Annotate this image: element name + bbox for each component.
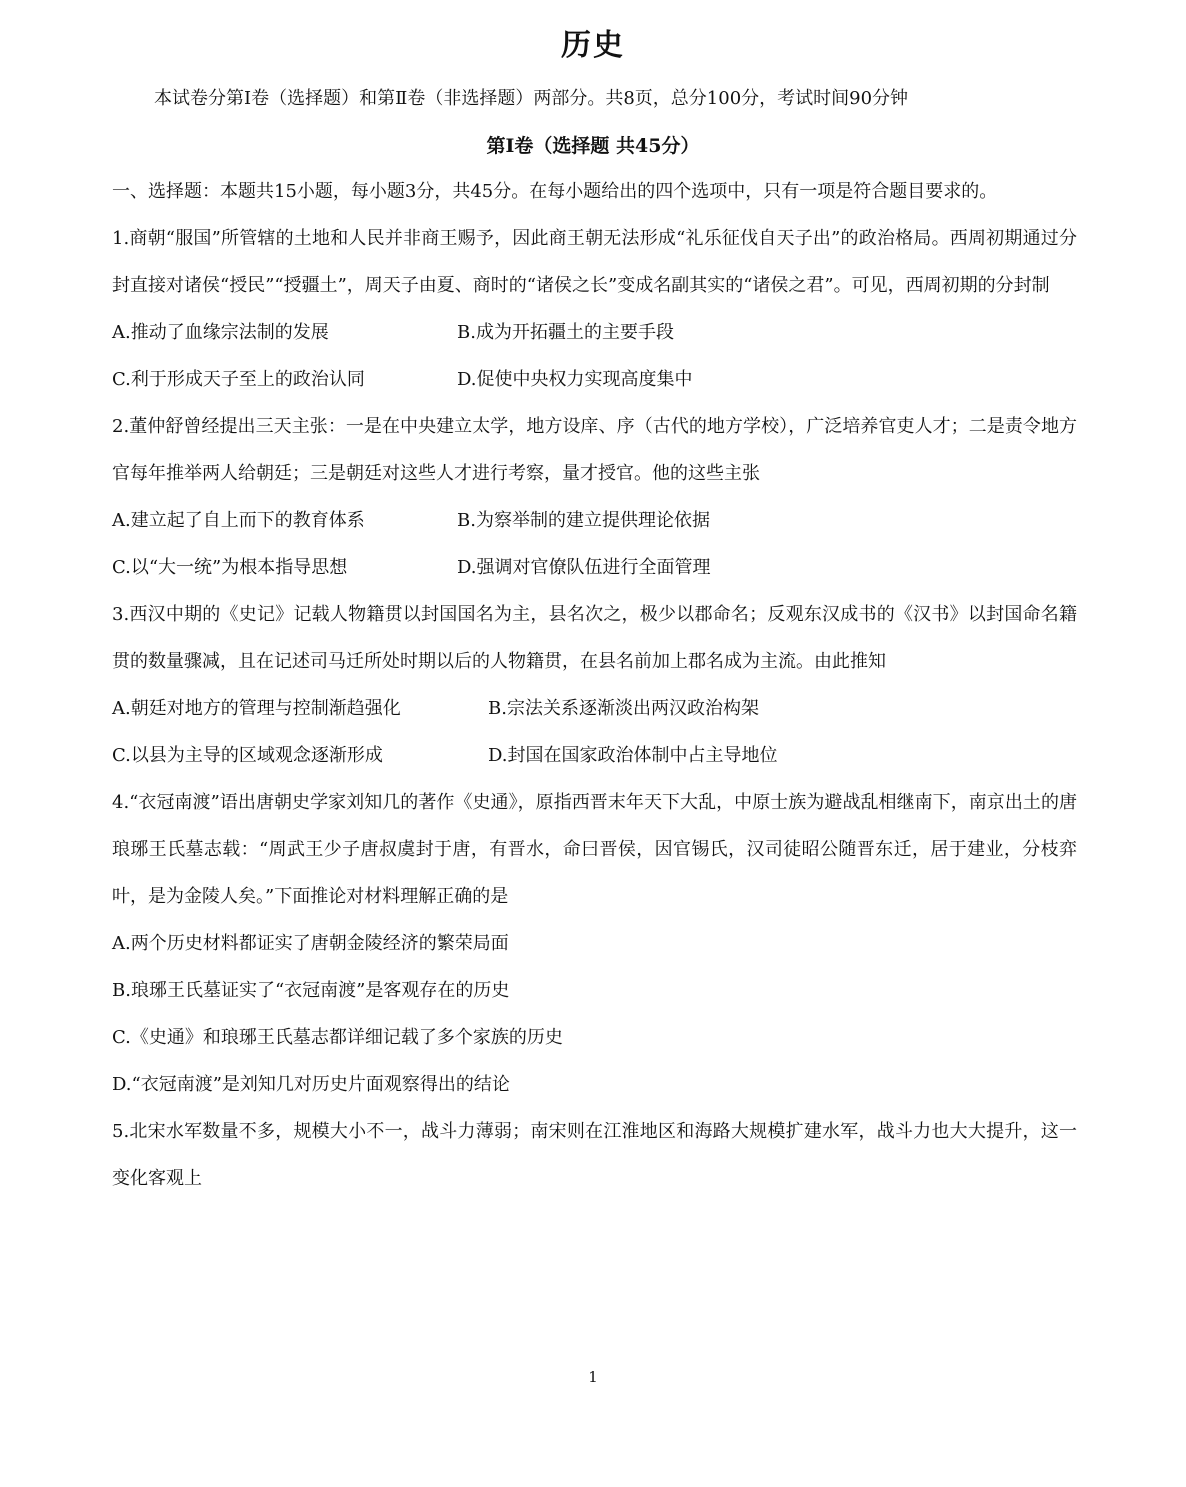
- question-4-option-a: A.两个历史材料都证实了唐朝金陵经济的繁荣局面: [112, 933, 509, 954]
- question-2-option-c: C.以“大一统”为根本指导思想: [112, 557, 348, 578]
- question-2-option-b: B.为察举制的建立提供理论依据: [457, 510, 710, 531]
- question-1-option-c: C.利于形成天子至上的政治认同: [112, 369, 365, 390]
- question-5-stem: 5.北宋水军数量不多，规模大小不一，战斗力薄弱；南宋则在江淮地区和海路大规模扩建水军，战斗力也大大提升，这一变化客观上: [112, 1121, 1077, 1189]
- question-2-options-row-1: [112, 497, 1077, 544]
- question-3-option-c: C.以县为主导的区域观念逐渐形成: [112, 745, 383, 766]
- question-3-options-row-2: [112, 732, 1077, 779]
- question-4-option-b: B.琅琊王氏墓证实了“衣冠南渡”是客观存在的历史: [112, 980, 510, 1001]
- question-body: [112, 168, 1077, 1202]
- question-2-stem: 2.董仲舒曾经提出三天主张：一是在中央建立太学，地方设庠、序（古代的地方学校），广泛培养官吏人才；二是责令地方官每年推举两人给朝廷；三是朝廷对这些人才进行考察，量才授官。他的这些主张: [112, 416, 1077, 484]
- question-2-option-a: A.建立起了自上而下的教育体系: [112, 510, 365, 531]
- question-3-option-d: D.封国在国家政治体制中占主导地位: [488, 745, 778, 766]
- question-1-options-row-1: [112, 309, 1077, 356]
- question-1-stem: 1.商朝“服国”所管辖的土地和人民并非商王赐予，因此商王朝无法形成“礼乐征伐自天子出”的政治格局。西周初期通过分封直接对诸侯“授民”“授疆土”，周天子由夏、商时的“诸侯之长”变成名副其实的“诸侯之君”。可见，西周初期的分封制: [112, 228, 1077, 296]
- question-3-stem: 3.西汉中期的《史记》记载人物籍贯以封国国名为主，县名次之，极少以郡命名；反观东汉成书的《汉书》以封国命名籍贯的数量骤减，且在记述司马迁所处时期以后的人物籍贯，在县名前加上郡名成为主流。由此推知: [112, 604, 1077, 672]
- question-4-option-c: C.《史通》和琅琊王氏墓志都详细记载了多个家族的历史: [112, 1027, 563, 1048]
- question-3-options-row-1: [112, 685, 1077, 732]
- question-1-option-d: D.促使中央权力实现高度集中: [457, 369, 693, 390]
- question-1-option-b: B.成为开拓疆土的主要手段: [457, 322, 674, 343]
- question-3-option-a: A.朝廷对地方的管理与控制渐趋强化: [112, 698, 401, 719]
- question-2-options-row-2: [112, 544, 1077, 591]
- page-number: 1: [588, 1368, 598, 1386]
- part-one-heading: 第Ⅰ卷（选择题 共45分）: [486, 135, 700, 157]
- question-1-options-row-2: [112, 356, 1077, 403]
- exam-intro: 本试卷分第Ⅰ卷（选择题）和第Ⅱ卷（非选择题）两部分。共8页，总分100分，考试时间90分钟: [154, 88, 909, 109]
- page-title: 历史: [561, 28, 625, 63]
- section-instruction: 一、选择题：本题共15小题，每小题3分，共45分。在每小题给出的四个选项中，只有一项是符合题目要求的。: [112, 181, 998, 202]
- question-4-option-d: D.“衣冠南渡”是刘知几对历史片面观察得出的结论: [112, 1074, 510, 1095]
- question-1-option-a: A.推动了血缘宗法制的发展: [112, 322, 329, 343]
- question-2-option-d: D.强调对官僚队伍进行全面管理: [457, 557, 711, 578]
- question-3-option-b: B.宗法关系逐渐淡出两汉政治构架: [488, 698, 759, 719]
- question-4-stem: 4.“衣冠南渡”语出唐朝史学家刘知几的著作《史通》，原指西晋末年天下大乱，中原士族为避战乱相继南下，南京出土的唐琅琊王氏墓志载：“周武王少子唐叔虞封于唐，有晋水，命曰晋侯，因官锡氏，汉司徒昭公随晋东迁，居于建业，分枝弈叶，是为金陵人矣。”下面推论对材料理解正确的是: [112, 792, 1077, 907]
